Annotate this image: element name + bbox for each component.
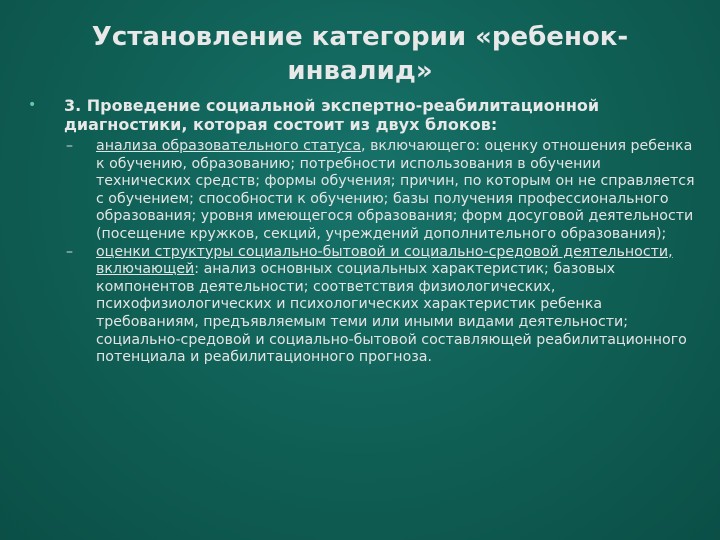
sub-item-social-activity [66,244,698,367]
sub-item-rest: , включающего: оценку отношения ребенка к обучению, образованию; потребности использования в обучении технических средств; формы обучения; причин, по которым он не справляется с обучением; способности к обучению; базы получения профессионального образования; уровня имеющегося образования; форм досуговой деятельности (посещение кружков, секций, учреждений дополнительного образования); [96,138,695,242]
sub-list [66,138,698,367]
sub-item-education-status [66,138,698,244]
sub-item-lead: оценки структуры социально-бытовой и социально-средовой деятельности, включающей [96,243,673,278]
sub-item-rest: : анализ основных социальных характеристик; базовых компонентов деятельности; соответствия физиологических, психофизиологических и психологических характеристик ребенка требованиям, предъявляемым теми или иными видами деятельности; социально-средовой и социально-бытовой составляющей реабилитационного потенциала и реабилитационного прогноза. [96,261,687,366]
bullet-point-text: 3. Проведение социальной экспертно-реабилитационной диагностики, которая состоит из двух блоков: [64,96,600,134]
sub-item-lead: анализа образовательного статуса [96,138,362,154]
sub-item-text [96,244,696,367]
slide-title: Установление категории «ребенок-инвалид» [91,22,629,86]
dash-icon: – [66,138,73,154]
bullet-point [28,96,698,134]
bullet-dot-icon: • [28,97,37,113]
slide-body [28,96,698,367]
sub-item-text [96,138,696,244]
dash-icon: – [66,243,73,260]
